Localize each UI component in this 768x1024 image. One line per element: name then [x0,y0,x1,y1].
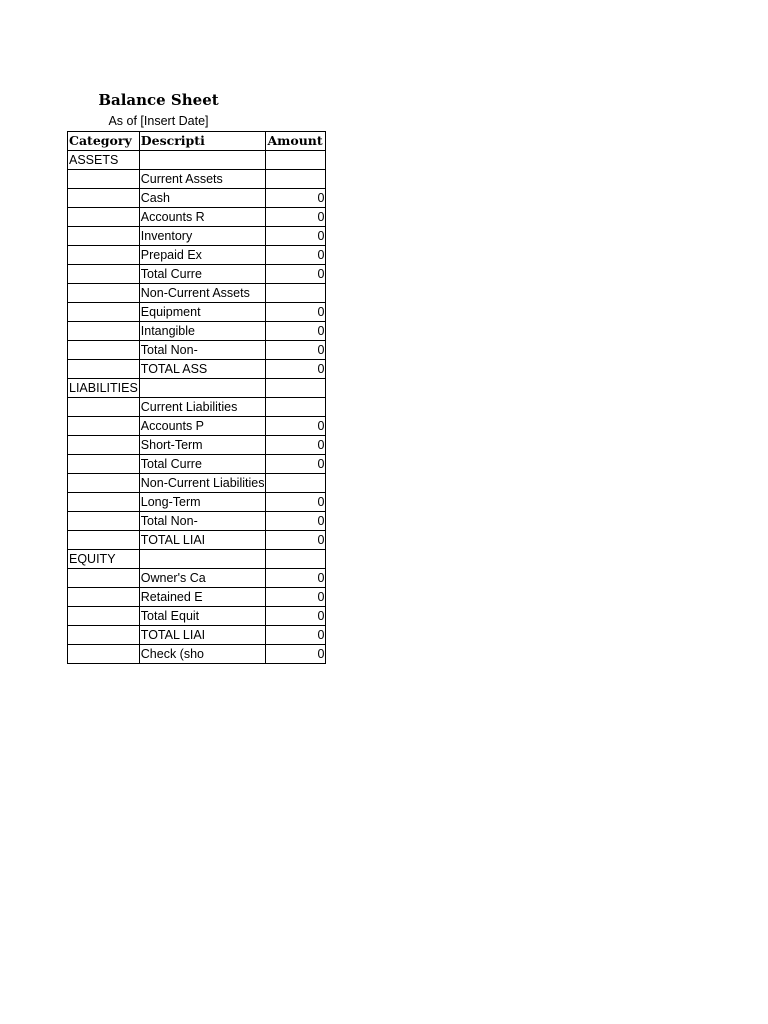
cell-category[interactable] [68,493,140,512]
cell-description-text: Equipment [140,305,201,319]
cell-category-text: ASSETS [69,153,119,167]
table-row [68,322,326,341]
cell-description[interactable] [139,227,266,246]
balance-sheet-table [67,131,326,664]
cell-category[interactable] [68,398,140,417]
cell-amount-text: 0 [317,647,325,661]
table-row [68,531,326,550]
table-body [68,151,326,664]
cell-description[interactable] [139,360,266,379]
cell-category[interactable] [68,227,140,246]
cell-category[interactable] [68,379,140,398]
cell-description-text: Non-Current Assets [140,286,250,300]
table-row [68,436,326,455]
cell-description-text: Owner's Ca [140,571,206,585]
table-row [68,626,326,645]
cell-category[interactable] [68,645,140,664]
cell-description[interactable] [139,322,266,341]
cell-amount[interactable] [266,208,326,227]
table-row [68,474,326,493]
header-description[interactable]: Descripti [139,132,266,151]
cell-category[interactable] [68,531,140,550]
table-row [68,284,326,303]
cell-amount[interactable] [266,398,326,417]
cell-amount[interactable] [266,322,326,341]
cell-description[interactable] [139,607,266,626]
cell-amount-text: 0 [317,229,325,243]
cell-amount[interactable] [266,531,326,550]
cell-amount-text: 0 [317,191,325,205]
cell-category[interactable] [68,626,140,645]
cell-category[interactable] [68,588,140,607]
table-row [68,151,326,170]
cell-category[interactable] [68,474,140,493]
cell-description-text: TOTAL ASS [140,362,208,376]
cell-description[interactable] [139,170,266,189]
cell-category[interactable] [68,417,140,436]
table-row [68,645,326,664]
table-row [68,512,326,531]
cell-amount-text: 0 [317,362,325,376]
cell-description[interactable] [139,284,266,303]
cell-description[interactable] [139,151,266,170]
cell-amount[interactable] [266,151,326,170]
cell-description[interactable] [139,512,266,531]
cell-description-text: Current Assets [140,172,223,186]
cell-description[interactable] [139,398,266,417]
cell-description[interactable] [139,246,266,265]
cell-amount-text: 0 [317,514,325,528]
table-row [68,303,326,322]
cell-category[interactable] [68,341,140,360]
cell-description-text: Total Non- [140,343,198,357]
cell-description-text: Inventory [140,229,193,243]
cell-category-text: LIABILITIES [69,381,138,395]
cell-category[interactable] [68,170,140,189]
cell-amount-text: 0 [317,590,325,604]
cell-category[interactable] [68,246,140,265]
cell-amount[interactable] [266,569,326,588]
cell-description-text: Current Liabilities [140,400,238,414]
cell-category[interactable] [68,265,140,284]
cell-amount-text: 0 [317,419,325,433]
cell-description[interactable] [139,550,266,569]
cell-description-text: TOTAL LIAI [140,628,206,642]
table-row [68,569,326,588]
table-row [68,189,326,208]
cell-description-text: Cash [140,191,170,205]
header-amount[interactable]: Amount [266,132,326,151]
cell-description-text: TOTAL LIAI [140,533,206,547]
cell-amount[interactable] [266,417,326,436]
cell-category[interactable] [68,436,140,455]
cell-category[interactable] [68,151,140,170]
cell-amount-text: 0 [317,495,325,509]
cell-category[interactable] [68,284,140,303]
cell-amount[interactable] [266,588,326,607]
header-row [68,132,326,151]
cell-description-text: Total Equit [140,609,200,623]
cell-category[interactable] [68,550,140,569]
table-row [68,550,326,569]
cell-description[interactable] [139,189,266,208]
cell-description[interactable] [139,303,266,322]
table-row [68,208,326,227]
cell-amount[interactable] [266,455,326,474]
cell-category[interactable] [68,512,140,531]
cell-amount-text: 0 [317,457,325,471]
cell-description[interactable] [139,474,266,493]
cell-description-text: Check (sho [140,647,205,661]
cell-description[interactable] [139,588,266,607]
cell-amount[interactable] [266,512,326,531]
cell-description-text: Intangible [140,324,195,338]
cell-category[interactable] [68,322,140,341]
cell-amount[interactable] [266,360,326,379]
table-row [68,417,326,436]
cell-amount-text: 0 [317,248,325,262]
cell-amount[interactable] [266,645,326,664]
cell-amount-text: 0 [317,438,325,452]
cell-amount[interactable] [266,474,326,493]
cell-amount-text: 0 [317,305,325,319]
cell-category[interactable] [68,208,140,227]
cell-amount-text: 0 [317,267,325,281]
cell-amount[interactable] [266,189,326,208]
cell-amount-text: 0 [317,609,325,623]
cell-category-text: EQUITY [69,552,116,566]
cell-amount[interactable] [266,341,326,360]
header-category[interactable]: Category [68,132,140,151]
table-row [68,588,326,607]
sheet-subtitle: As of [Insert Date] [108,114,209,128]
cell-amount[interactable] [266,379,326,398]
cell-amount-text: 0 [317,324,325,338]
table-row [68,360,326,379]
cell-description[interactable] [139,417,266,436]
sheet-title: Balance Sheet [98,91,219,109]
table-row [68,170,326,189]
cell-description-text: Total Non- [140,514,198,528]
cell-description[interactable] [139,208,266,227]
cell-description[interactable] [139,645,266,664]
cell-description[interactable] [139,493,266,512]
cell-amount[interactable] [266,436,326,455]
table-row [68,398,326,417]
table-row [68,341,326,360]
cell-description-text: Short-Term [140,438,203,452]
table-row [68,493,326,512]
cell-category[interactable] [68,303,140,322]
cell-category[interactable] [68,569,140,588]
table-row [68,265,326,284]
cell-amount[interactable] [266,493,326,512]
cell-amount[interactable] [266,246,326,265]
cell-amount-text: 0 [317,343,325,357]
cell-category[interactable] [68,607,140,626]
cell-category[interactable] [68,360,140,379]
cell-description-text: Long-Term [140,495,201,509]
cell-amount-text: 0 [317,628,325,642]
cell-description[interactable] [139,569,266,588]
cell-category[interactable] [68,189,140,208]
cell-amount-text: 0 [317,571,325,585]
cell-description-text: Accounts R [140,210,205,224]
cell-description[interactable] [139,379,266,398]
cell-amount[interactable] [266,170,326,189]
table-row [68,227,326,246]
cell-description[interactable] [139,626,266,645]
cell-description[interactable] [139,341,266,360]
cell-description[interactable] [139,455,266,474]
table-row [68,607,326,626]
cell-amount[interactable] [266,227,326,246]
cell-amount[interactable] [266,284,326,303]
cell-description[interactable] [139,265,266,284]
table-row [68,246,326,265]
cell-description-text: Prepaid Ex [140,248,202,262]
cell-description-text: Accounts P [140,419,205,433]
cell-amount[interactable] [266,265,326,284]
cell-amount-text: 0 [317,533,325,547]
cell-description-text: Total Curre [140,457,202,471]
table-row [68,455,326,474]
cell-amount[interactable] [266,303,326,322]
cell-amount-text: 0 [317,210,325,224]
cell-description-text: Retained E [140,590,203,604]
cell-description[interactable] [139,436,266,455]
table-row [68,379,326,398]
cell-description-text: Non-Current Liabilities [140,476,265,490]
cell-category[interactable] [68,455,140,474]
cell-amount[interactable] [266,607,326,626]
cell-description-text: Total Curre [140,267,202,281]
cell-amount[interactable] [266,550,326,569]
cell-amount[interactable] [266,626,326,645]
cell-description[interactable] [139,531,266,550]
